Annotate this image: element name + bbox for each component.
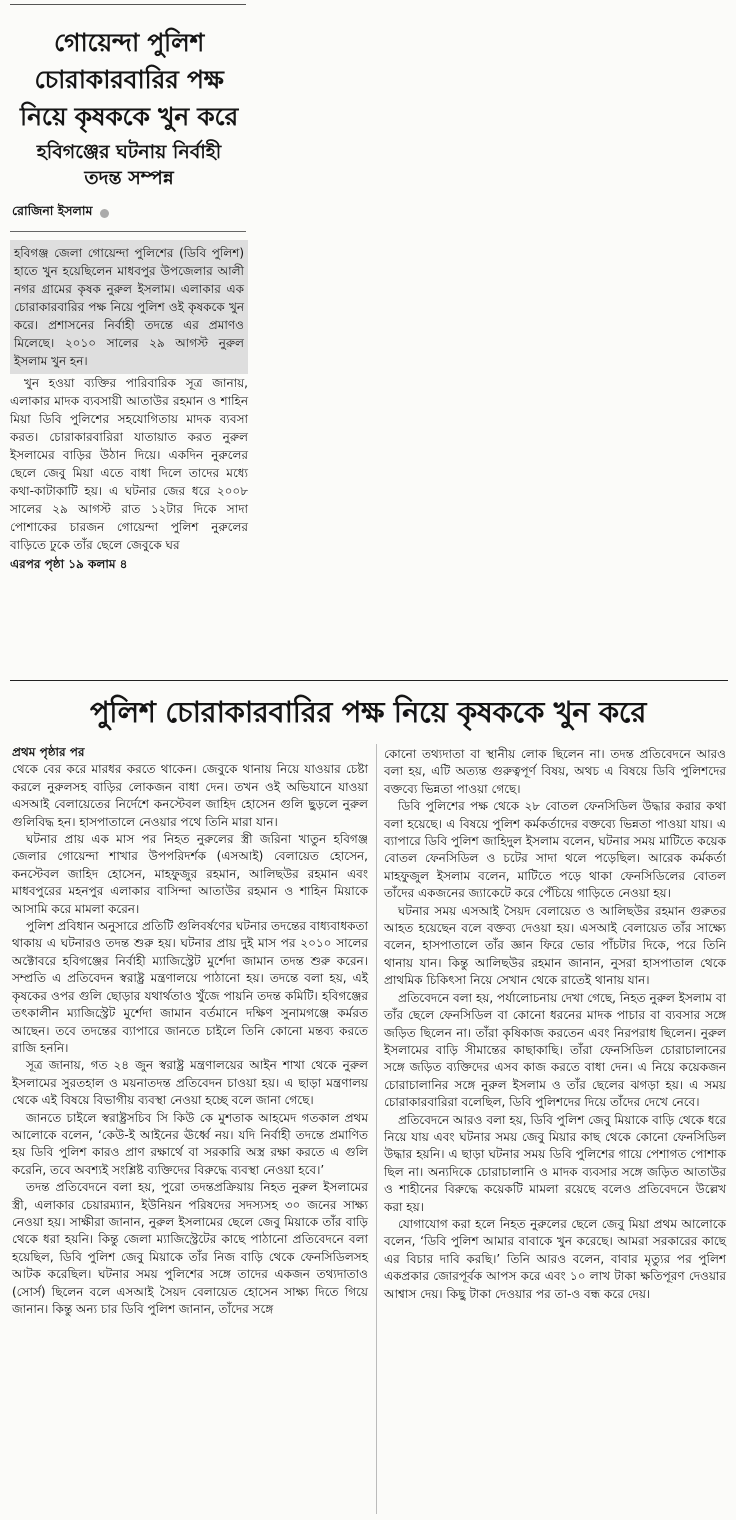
front-subheadline [10, 139, 248, 191]
left-paragraph-6: তদন্ত প্রতিবেদনে বলা হয়, পুরো তদন্তপ্রক্রিয়ায় নিহত নুরুল ইসলামের স্ত্রী, এলাকার চেয়ারম্যান, ইউনিয়ন পরিষদের সদস্যসহ ৩০ জনের সাক্ষ্য নেওয়া হয়। সাক্ষীরা জানান, নুরুল ইসলামের ছেলে জেবু মিয়াকে তাঁর বাড়ি থেকে ধরা হয়নি। কিন্তু জেলা ম্যাজিস্ট্রেটের কাছে পাঠানো প্রতিবেদনে বলা হয়েছিল, ডিবি পুলিশ জেবু মিয়াকে তাঁর নিজ বাড়ি থেকে ফেনসিডিলসহ আটক করেছিল। ঘটনার সময় পুলিশের সঙ্গে তাদের একজন তথ্যদাতাও (সোর্স) ছিলেন বলে এসআই সৈয়দ বেলায়েত হোসেন সাক্ষ্য দিতে গিয়ে জানান। কিন্তু অন্য চার ডিবি পুলিশ জানান, তাঁদের সঙ্গে [12, 1180, 368, 1316]
right-paragraph-3: ঘটনার সময় এসআই সৈয়দ বেলায়েত ও আলিছউর রহমান গুরুতর আহত হয়েছেন বলে বক্তব্য দেওয়া হয়। এসআই বেলায়েত তাঁর সাক্ষ্যে বলেন, হাসপাতালে তাঁর জ্ঞান ফিরে ভোর পাঁচটার দিকে, পরে তিনি থানায় যান। কিন্তু আলিছউর রহমান জানান, নুসরা হাসপাতাল থেকে প্রাথমিক চিকিৎসা নিয়ে সেখান থেকে রাতেই থানায় যান। [384, 903, 726, 988]
front-body-paragraph: খুন হওয়া ব্যক্তির পারিবারিক সূত্র জানায়, এলাকার মাদক ব্যবসায়ী আতাউর রহমান ও শাহিন মিয়া ডিবি পুলিশের সহযোগিতায় মাদক ব্যবসা করত। চোরাকারবারিরা যাতায়াত করত নুরুল ইসলামের বাড়ির উঠান দিয়ে। একদিন নুরুলের ছেলে জেবু মিয়া এতে বাধা দিলে তাদের মধ্যে কথা-কাটাকাটি হয়। এ ঘটনার জের ধরে ২০০৮ সালের ২৯ আগস্ট রাত ১২টার দিকে সাদা পোশাকের চারজন গোয়েন্দা পুলিশ নুরুলের বাড়িতে ঢুকে তাঁর ছেলে জেবুকে ঘর [10, 376, 248, 552]
byline-rule [10, 231, 246, 232]
left-paragraph-1: থেকে বের করে মারধর করতে থাকেন। জেবুকে থানায় নিয়ে যাওয়ার চেষ্টা করলে নুরুলসহ বাড়ির লোকজন বাধা দেন। তখন ওই অভিযানে যাওয়া এসআই বেলায়েতের নির্দেশে কনস্টেবল জাহিদ হোসেন গুলি ছুড়লে নুরুল গুলিবিদ্ধ হন। হাসপাতালে নেওয়ার পথে তিনি মারা যান। [12, 762, 368, 829]
column-rule [376, 744, 377, 1514]
right-paragraph-5: প্রতিবেদনে আরও বলা হয়, ডিবি পুলিশ জেবু মিয়াকে বাড়ি থেকে ধরে নিয়ে যায় এবং ঘটনার সময় জেবু মিয়ার কাছ থেকে কোনো ফেনসিডিল উদ্ধার হয়নি। এ ছাড়া ঘটনার সময় ডিবি পুলিশের গায়ে পেশাগত পোশাক ছিল না। অন্যদিকে চোরাচালানি ও মাদক ব্যবসার সঙ্গে জড়িত আতাউর ও শাহীনের বিরুদ্ধে কয়েকটি মামলা রয়েছে বলেও প্রতিবেদনে উল্লেখ করা হয়। [384, 1112, 726, 1214]
right-paragraph-1: কোনো তথ্যদাতা বা স্থানীয় লোক ছিলেন না। তদন্ত প্রতিবেদনে আরও বলা হয়, এটি অত্যন্ত গুরুত্বপূর্ণ বিষয়, অথচ এ বিষয়ে ডিবি পুলিশদের বক্তব্যে ভিন্নতা পাওয়া গেছে। [384, 747, 726, 796]
front-headline-line-1: গোয়েন্দা পুলিশ [53, 28, 204, 57]
front-subheadline-line-1: হবিগঞ্জের ঘটনায় নির্বাহী [36, 141, 222, 163]
section-divider [10, 680, 728, 681]
right-paragraph-2: ডিবি পুলিশের পক্ষ থেকে ২৮ বোতল ফেনসিডিল উদ্ধার করার কথা বলা হয়েছে। এ বিষয়ে পুলিশ কর্মকর্তাদের বক্তব্যে ভিন্নতা পাওয়া যায়। এ ব্যাপারে ডিবি পুলিশ জাহিদুল ইসলাম বলেন, ঘটনার সময় মাটিতে কয়েক বোতল ফেনসিডিল ও চটের সাদা থলে পড়েছিল। আরেক কর্মকর্তা মাহফুজুল ইসলাম বলেন, মাটিতে পড়ে থাকা ফেনসিডিলের বোতল তাঁদের একজনের জ্যাকেটে করে পেঁচিয়ে গাড়িতে নেওয়া হয়। [384, 799, 726, 901]
left-paragraph-5: জানতে চাইলে স্বরাষ্ট্রসচিব সি কিউ কে মুশতাক আহমেদ গতকাল প্রথম আলোকে বলেন, ‘কেউ-ই আইনের ঊর্ধ্বে নয়। যদি নির্বাহী তদন্তে প্রমাণিত হয় ডিবি পুলিশ কারও প্রাণ রক্ষার্থে বা সরকারি অস্ত্র রক্ষা করতে এ গুলি করেনি, তবে অবশ্যই সংশ্লিষ্ট ব্যক্তিদের বিরুদ্ধে ব্যবস্থা নেওয়া হবে।’ [12, 1110, 368, 1177]
continuation-left-column [12, 744, 368, 1318]
front-subheadline-line-2: তদন্ত সম্পন্ন [84, 167, 174, 189]
right-paragraph-6: যোগাযোগ করা হলে নিহত নুরুলের ছেলে জেবু মিয়া প্রথম আলোকে বলেন, ‘ডিবি পুলিশ আমার বাবাকে খুন করেছে। আমরা সরকারের কাছে এর বিচার দাবি করছি।’ তিনি আরও বলেন, বাবার মৃত্যুর পর পুলিশ একপ্রকার জোরপূর্বক আপস করে এবং ১০ লাখ টাকা ক্ষতিপূরণ দেওয়ার আশ্বাস দেয়। কিছু টাকা দেওয়ার পর তা-ও বন্ধ করে দেয়। [384, 1216, 726, 1301]
continuation-headline: পুলিশ চোরাকারবারির পক্ষ নিয়ে কৃষককে খুন করে [90, 695, 646, 729]
front-page-clipping [10, 10, 248, 670]
front-headline-line-2: চোরাকারবারির পক্ষ [34, 65, 224, 94]
intro-paragraph: হবিগঞ্জ জেলা গোয়েন্দা পুলিশের (ডিবি পুলিশ) হাতে খুন হয়েছিলেন মাধবপুর উপজেলার আলী নগর গ্রামের কৃষক নুরুল ইসলাম। এলাকার এক চোরাকারবারির পক্ষ নিয়ে পুলিশ ওই কৃষককে খুন করে। প্রশাসনের নির্বাহী তদন্তে এর প্রমাণও মিলেছে। ২০১০ সালের ২৯ আগস্ট নুরুল ইসলাম খুন হন। [10, 240, 248, 374]
continued-from-label: প্রথম পৃষ্ঠার পর [12, 745, 85, 759]
continuation-right-column [384, 746, 726, 1303]
byline-dot-icon [100, 209, 109, 218]
right-paragraph-4: প্রতিবেদনে বলা হয়, পর্যালোচনায় দেখা গেছে, নিহত নুরুল ইসলাম বা তাঁর ছেলে ফেনসিডিল বা কোনো ধরনের মাদক পাচার বা ব্যবসার সঙ্গে জড়িত ছিলেন না। তাঁরা কৃষিকাজ করতেন এবং নিরপরাধ ছিলেন। নুরুল ইসলামের বাড়ি সীমান্তের কাছাকাছি। তাঁরা ফেনসিডিল চোরাচালানের সঙ্গে জড়িত ব্যক্তিদের এসব কাজ করতে বাধা দেন। এ নিয়ে কয়েকজন চোরাচালানির সঙ্গে নুরুল ইসলাম ও তাঁর ছেলের ঝগড়া হয়। এ সময় চোরাকারবারিরা বলেছিল, ডিবি পুলিশদের দিয়ে তাঁদের দেখে নেবে। [384, 990, 727, 1110]
continued-on-label: এরপর পৃষ্ঠা ১৯ কলাম ৪ [10, 557, 128, 571]
front-headline [10, 24, 248, 135]
byline [12, 203, 248, 223]
left-paragraph-2: ঘটনার প্রায় এক মাস পর নিহত নুরুলের স্ত্রী জরিনা খাতুন হবিগঞ্জ জেলার গোয়েন্দা শাখার উপপরিদর্শক (এসআই) বেলায়েত হোসেন, কনস্টেবল জাহিদ হোসেন, মাহফুজুর রহমান, আলিছউর রহমান এবং মাধবপুরের মহনপুর এলাকার বাসিন্দা আতাউর রহমান ও শাহিন মিয়াকে আসামি করে মামলা করেন। [12, 832, 368, 916]
left-paragraph-4: সূত্র জানায়, গত ২৪ জুন স্বরাষ্ট্র মন্ত্রণালয়ের আইন শাখা থেকে নুরুল ইসলামের সুরতহাল ও ময়নাতদন্ত প্রতিবেদন চাওয়া হয়। এ ছাড়া মন্ত্রণালয় থেকে এই বিষয়ে বিভাগীয় ব্যবস্থা নেওয়া হচ্ছে বলে জানা গেছে। [12, 1058, 368, 1108]
byline-name: রোজিনা ইসলাম [12, 203, 93, 218]
left-paragraph-3: পুলিশ প্রবিধান অনুসারে প্রতিটি গুলিবর্ষণের ঘটনার তদন্তের বাধ্যবাধকতা থাকায় এ ঘটনারও তদন্ত শুরু হয়। ঘটনার প্রায় দুই মাস পর ২০১০ সালের অক্টোবরে হবিগঞ্জের নির্বাহী ম্যাজিস্ট্রেট মুর্শেদা জামান তদন্ত শুরু করেন। সম্প্রতি এ প্রতিবেদন স্বরাষ্ট্র মন্ত্রণালয়ে পাঠানো হয়। তদন্তে বলা হয়, এই কৃষকের ওপর গুলি ছোড়ার যথার্থতাও খুঁজে পায়নি তদন্ত কমিটি। হবিগঞ্জের তৎকালীন ম্যাজিস্ট্রেট মুর্শেদা জামান বর্তমানে দক্ষিণ সুনামগঞ্জে কর্মরত আছেন। তবে তদন্তের ব্যাপারে জানতে চাইলে তিনি কোনো মন্তব্য করতে রাজি হননি। [12, 919, 368, 1055]
top-rule [10, 4, 246, 5]
front-headline-line-3: নিয়ে কৃষককে খুন করে [20, 102, 238, 131]
